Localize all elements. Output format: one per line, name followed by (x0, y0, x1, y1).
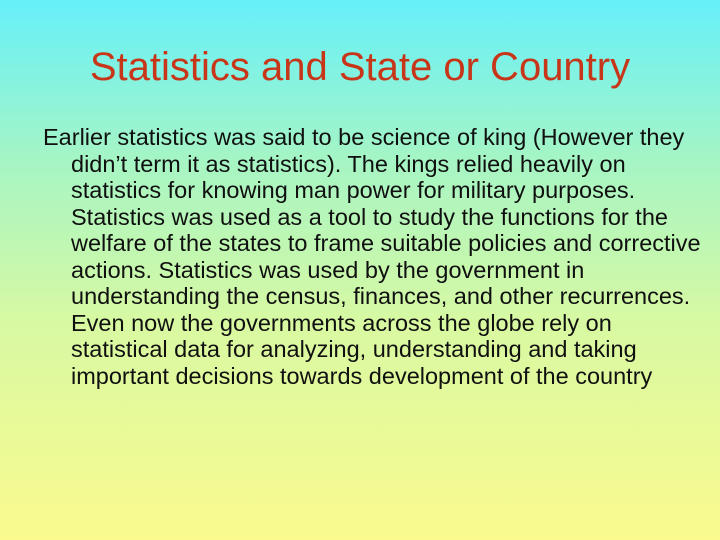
slide-title: Statistics and State or Country (89, 45, 631, 89)
slide-body-text: Earlier statistics was said to be science of king (However they didn’t term it as statistics). The kings relied heavily on statistics for knowing man power for military purposes. Statistics was used as a tool to study the functions for the welfare of the states to frame suitable policies and corrective actions. Statistics was used by the government in understanding the census, finances, and other recurrences. Even now the governments across the globe rely on statistical data for analyzing, understanding and taking important decisions towards development of the country (43, 124, 701, 389)
